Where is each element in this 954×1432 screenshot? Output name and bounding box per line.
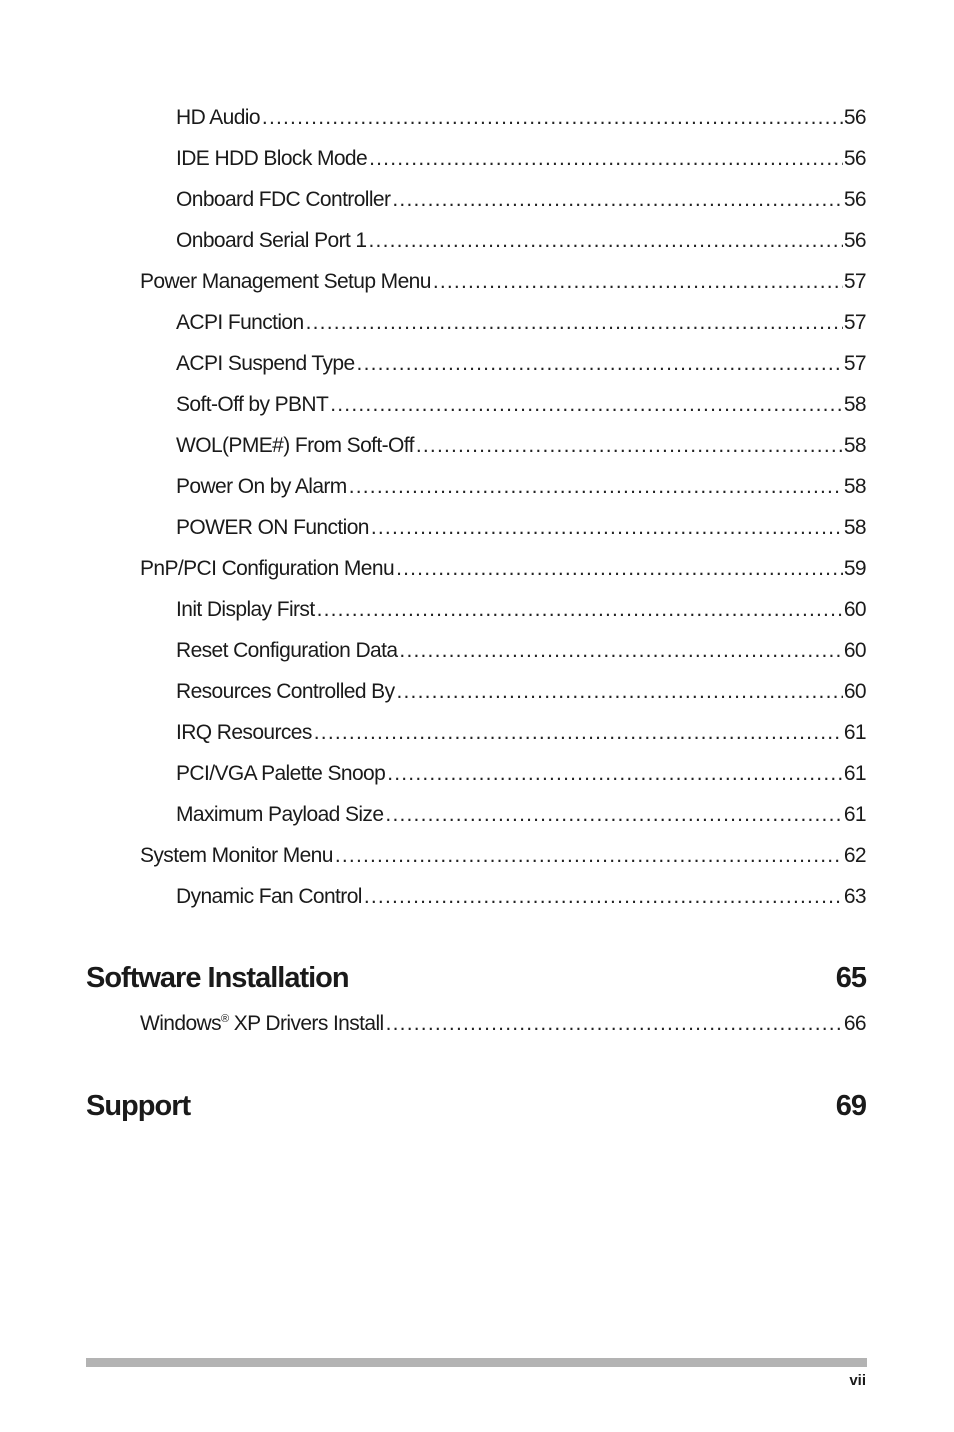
toc-entry[interactable] [176,352,866,380]
toc-entry-page: 57 [843,352,866,375]
toc-entry-title: POWER ON Function [176,516,369,539]
toc-entry-page: 60 [843,598,866,621]
toc-entry-title: Onboard Serial Port 1 [176,229,367,252]
toc-entry-page: 56 [843,147,866,170]
toc-entry[interactable] [176,311,866,339]
toc-entry[interactable] [176,229,866,257]
toc-entry-page: 66 [843,1012,866,1035]
toc-entry[interactable] [176,598,866,626]
toc-entry-title: PCI/VGA Palette Snoop [176,762,386,785]
dot-leader [349,475,843,499]
toc-entry-page: 62 [843,844,866,867]
dot-leader [262,106,843,130]
toc-entry-page: 56 [843,188,866,211]
toc-entry-title: PnP/PCI Configuration Menu [140,557,395,580]
dot-leader [335,844,843,868]
toc-entry[interactable] [176,147,866,175]
toc-entry-title: HD Audio [176,106,260,129]
toc-entry-page: 61 [843,721,866,744]
dot-leader [396,557,843,581]
toc-entry-title: Power Management Setup Menu [140,270,431,293]
toc-entry[interactable] [176,475,866,503]
toc-entry-title: ACPI Suspend Type [176,352,355,375]
chapter-heading-support[interactable] [86,1090,866,1123]
toc-entry-page: 61 [843,803,866,826]
chapter-heading-software[interactable] [86,962,866,995]
toc-entry-title: IDE HDD Block Mode [176,147,368,170]
toc-entry[interactable] [140,844,866,872]
registered-mark: ® [221,1013,229,1025]
toc-entry-title: Resources Controlled By [176,680,395,703]
toc-entry-title: WOL(PME#) From Soft-Off [176,434,414,457]
dot-leader [387,762,843,786]
dot-leader [369,229,843,253]
toc-entry-title: Maximum Payload Size [176,803,384,826]
footer-page-number: vii [849,1372,866,1389]
toc-entry[interactable] [176,434,866,462]
dot-leader [317,598,843,622]
toc-entry-title: Windows® XP Drivers Install [140,1012,384,1035]
dot-leader [330,393,843,417]
toc-entry-page: 59 [843,557,866,580]
chapter-title: Software Installation [86,962,349,994]
toc-entry[interactable] [176,762,866,790]
toc-entry-page: 57 [843,270,866,293]
toc-entry-title: Init Display First [176,598,315,621]
toc-entry[interactable] [176,188,866,216]
toc-entry-title: System Monitor Menu [140,844,333,867]
dot-leader [396,680,842,704]
toc-entry-page: 61 [843,762,866,785]
toc-entry-title: Onboard FDC Controller [176,188,391,211]
toc-entry-title: Soft-Off by PBNT [176,393,329,416]
toc-entry-page: 56 [843,229,866,252]
toc-entry-title: Reset Configuration Data [176,639,398,662]
toc-entry[interactable] [176,721,866,749]
toc-entry-page: 60 [843,639,866,662]
dot-leader [357,352,843,376]
toc-entry[interactable] [140,557,866,585]
toc-entry-page: 58 [843,516,866,539]
toc-entry-page: 58 [843,475,866,498]
toc-entry-title: ACPI Function [176,311,304,334]
dot-leader [433,270,843,294]
dot-leader [369,147,843,171]
dot-leader [371,516,843,540]
toc-entry[interactable] [176,516,866,544]
dot-leader [416,434,843,458]
dot-leader [392,188,842,212]
dot-leader [385,803,842,827]
toc-entry[interactable] [176,680,866,708]
dot-leader [399,639,842,663]
dot-leader [314,721,843,745]
toc-entry[interactable] [140,270,866,298]
toc-entry[interactable] [176,803,866,831]
chapter-page: 65 [835,962,866,994]
toc-entry-title: Dynamic Fan Control [176,885,362,908]
chapter-title: Support [86,1090,191,1122]
toc-entry-page: 56 [843,106,866,129]
toc-entry-page: 58 [843,434,866,457]
toc-entry[interactable] [176,885,866,913]
dot-leader [386,1012,843,1036]
dot-leader [364,885,843,909]
footer-rule [86,1358,867,1367]
toc-entry-page: 60 [843,680,866,703]
chapter-page: 69 [835,1090,866,1122]
toc-entry-page: 63 [843,885,866,908]
toc-entry[interactable] [176,106,866,134]
dot-leader [306,311,843,335]
toc-entry-title: IRQ Resources [176,721,312,744]
toc-entry-title: Power On by Alarm [176,475,347,498]
toc-entry[interactable] [176,639,866,667]
toc-entry-windows-xp-drivers[interactable] [140,1012,866,1040]
toc-entry-page: 58 [843,393,866,416]
toc-entry-page: 57 [843,311,866,334]
toc-entry[interactable] [176,393,866,421]
